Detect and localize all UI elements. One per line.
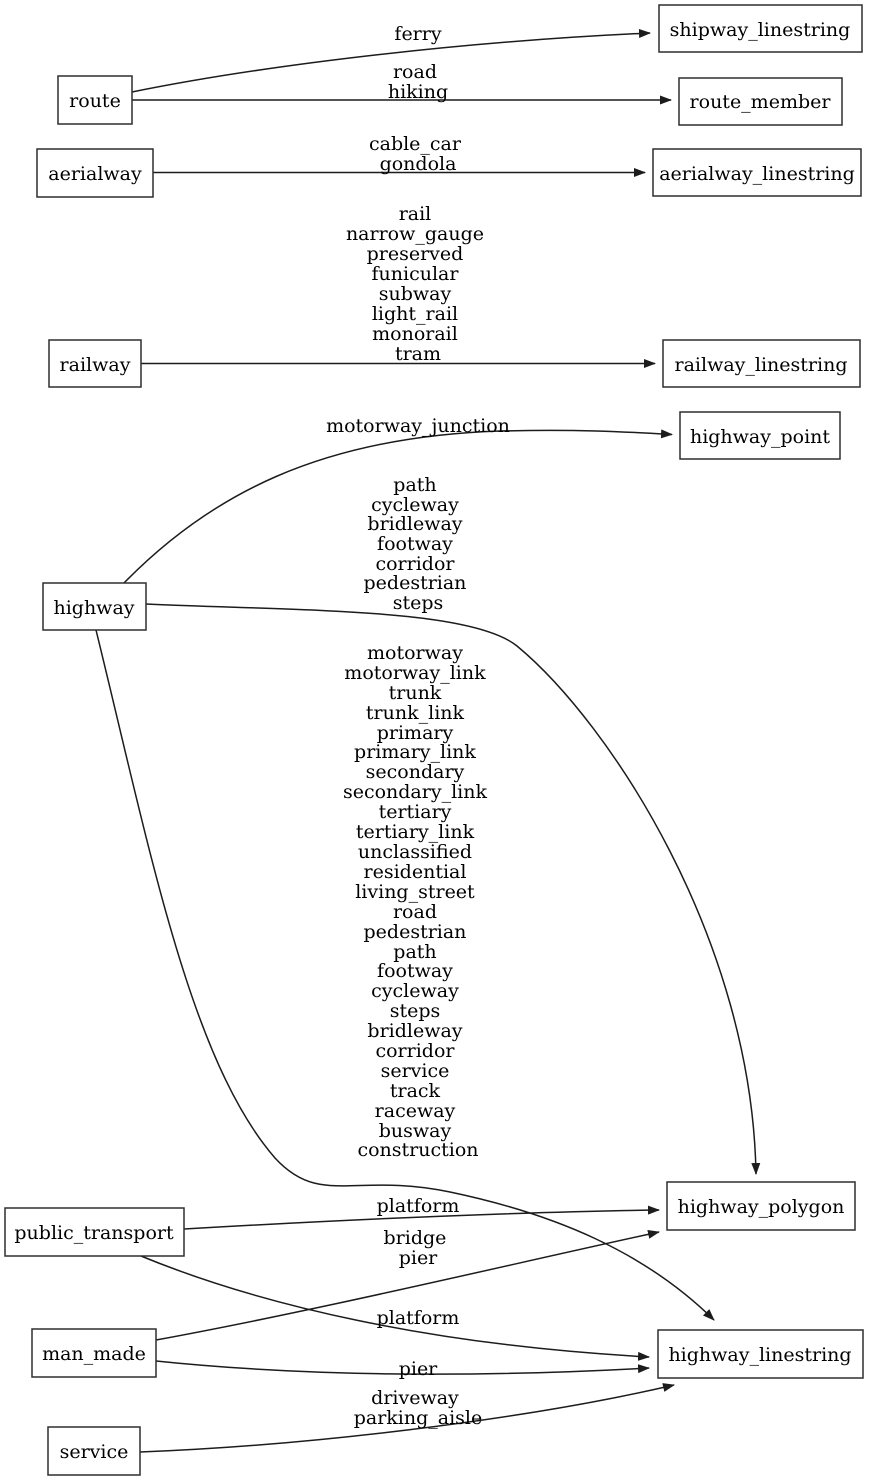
node-highway-label: highway — [53, 597, 135, 619]
edge-label-motorway-junction: motorway_junction — [326, 415, 510, 437]
node-shipway_linestring — [659, 5, 862, 52]
node-aerialway-label: aerialway — [48, 163, 142, 185]
node-highway_linestring-label: highway_linestring — [668, 1344, 852, 1366]
edge-label-ferry: ferry — [394, 23, 442, 45]
node-route — [58, 76, 132, 124]
node-railway_linestring-label: railway_linestring — [674, 354, 848, 376]
node-aerialway_linestring-label: aerialway_linestring — [659, 163, 855, 185]
node-highway_linestring — [658, 1330, 863, 1378]
edge-label-pt-polygon: platform — [376, 1195, 460, 1217]
edge-label-pt-linestring: platform — [376, 1307, 460, 1329]
node-man_made — [32, 1329, 156, 1377]
node-highway_polygon-label: highway_polygon — [677, 1196, 845, 1218]
node-aerialway — [37, 149, 153, 197]
node-public_transport — [5, 1208, 184, 1256]
node-highway_polygon — [667, 1182, 855, 1230]
node-route-label: route — [69, 90, 121, 112]
node-public_transport-label: public_transport — [14, 1222, 174, 1244]
node-man_made-label: man_made — [42, 1343, 146, 1365]
edge-label-manmade-polygon: bridge pier — [383, 1227, 447, 1269]
edge-label-route-member: road hiking — [387, 61, 449, 103]
node-service — [48, 1427, 140, 1475]
edge-label-railway: rail narrow_gauge preserved funicular subway light_rail monorail tram — [345, 203, 485, 365]
node-railway_linestring — [663, 340, 860, 387]
edge-label-manmade-linestring: pier — [398, 1358, 438, 1380]
edge-label-highway-polygon: path cycleway bridleway footway corridor pedestrian steps — [363, 474, 467, 614]
node-service-label: service — [59, 1441, 129, 1463]
node-highway_point — [680, 412, 840, 459]
node-highway_point-label: highway_point — [689, 426, 831, 448]
node-railway — [49, 340, 141, 387]
edge-label-highway-linestring: motorway motorway_link trunk trunk_link primary primary_link secondary secondary_link tertiary tertiary_link unclassified residential living_street road pedestrian path footway cycleway steps bridleway corridor service track raceway busway construction — [342, 642, 487, 1161]
edge-labels — [326, 23, 510, 1429]
node-railway-label: railway — [59, 354, 131, 376]
node-route_member-label: route_member — [689, 91, 831, 113]
node-aerialway_linestring — [653, 149, 861, 196]
node-route_member — [679, 78, 842, 125]
edge-label-aerialway: cable_car gondola — [368, 133, 461, 175]
edge-label-service-linestring: driveway parking_aisle — [353, 1387, 483, 1429]
node-shipway_linestring-label: shipway_linestring — [669, 19, 851, 41]
node-highway — [43, 583, 146, 630]
